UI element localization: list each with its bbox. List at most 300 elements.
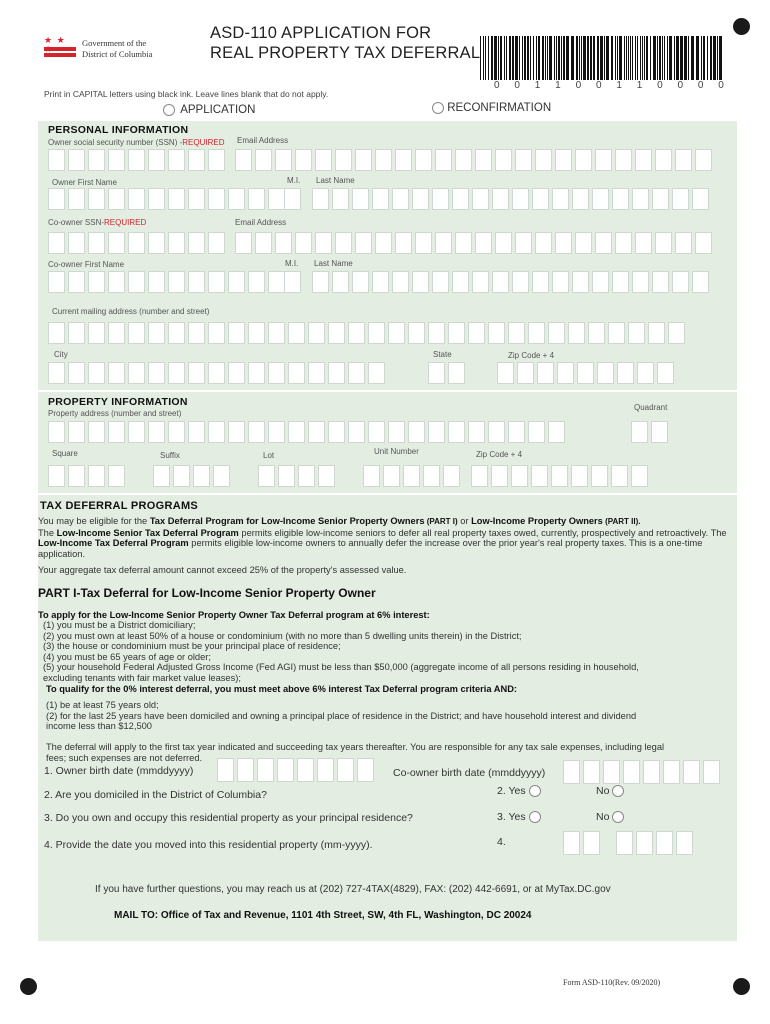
character-box[interactable] [308,322,325,344]
character-box[interactable] [275,149,292,171]
character-box[interactable] [168,421,185,443]
character-box[interactable] [592,188,609,210]
character-box[interactable] [517,362,534,384]
character-box[interactable] [68,421,85,443]
character-box[interactable] [248,362,265,384]
character-box[interactable] [535,232,552,254]
character-box[interactable] [392,188,409,210]
character-box[interactable] [128,188,145,210]
character-box[interactable] [255,232,272,254]
character-box[interactable] [208,421,225,443]
character-box[interactable] [208,271,225,293]
character-box[interactable] [332,271,349,293]
owner-first-name-field[interactable] [48,188,285,210]
character-box[interactable] [315,149,332,171]
character-box[interactable] [168,362,185,384]
character-box[interactable] [632,271,649,293]
character-box[interactable] [315,232,332,254]
character-box[interactable] [48,465,65,487]
character-box[interactable] [432,188,449,210]
character-box[interactable] [148,421,165,443]
character-box[interactable] [295,232,312,254]
character-box[interactable] [488,421,505,443]
character-box[interactable] [535,149,552,171]
character-box[interactable] [308,362,325,384]
character-box[interactable] [548,421,565,443]
character-box[interactable] [312,271,329,293]
character-box[interactable] [432,271,449,293]
character-box[interactable] [128,362,145,384]
character-box[interactable] [148,188,165,210]
character-box[interactable] [188,322,205,344]
character-box[interactable] [268,322,285,344]
character-box[interactable] [268,362,285,384]
character-box[interactable] [692,271,709,293]
character-box[interactable] [408,322,425,344]
character-box[interactable] [428,421,445,443]
q2-no-radio[interactable] [612,785,624,797]
character-box[interactable] [415,232,432,254]
character-box[interactable] [108,421,125,443]
character-box[interactable] [695,232,712,254]
character-box[interactable] [515,232,532,254]
character-box[interactable] [575,232,592,254]
character-box[interactable] [652,188,669,210]
character-box[interactable] [288,421,305,443]
character-box[interactable] [555,149,572,171]
character-box[interactable] [652,271,669,293]
character-box[interactable] [48,149,65,171]
character-box[interactable] [88,271,105,293]
character-box[interactable] [492,271,509,293]
character-box[interactable] [335,149,352,171]
reconfirmation-option[interactable]: RECONFIRMATION [432,102,551,114]
q3-yes-option[interactable]: 3. Yes [497,811,541,823]
q2-yes-option[interactable]: 2. Yes [497,785,541,797]
character-box[interactable] [188,271,205,293]
character-box[interactable] [635,232,652,254]
character-box[interactable] [388,421,405,443]
character-box[interactable] [583,760,600,784]
character-box[interactable] [508,322,525,344]
character-box[interactable] [348,362,365,384]
character-box[interactable] [108,149,125,171]
character-box[interactable] [128,421,145,443]
character-box[interactable] [551,465,568,487]
character-box[interactable] [88,322,105,344]
character-box[interactable] [435,232,452,254]
character-box[interactable] [168,232,185,254]
character-box[interactable] [235,232,252,254]
character-box[interactable] [471,465,488,487]
character-box[interactable] [295,149,312,171]
character-box[interactable] [572,271,589,293]
character-box[interactable] [588,322,605,344]
character-box[interactable] [368,322,385,344]
character-box[interactable] [68,149,85,171]
unit-number-field[interactable] [363,465,460,487]
character-box[interactable] [455,232,472,254]
character-box[interactable] [676,831,693,855]
character-box[interactable] [128,271,145,293]
character-box[interactable] [497,362,514,384]
character-box[interactable] [337,758,354,782]
character-box[interactable] [657,362,674,384]
character-box[interactable] [168,188,185,210]
character-box[interactable] [193,465,210,487]
character-box[interactable] [173,465,190,487]
character-box[interactable] [428,322,445,344]
property-zip-field[interactable] [471,465,648,487]
character-box[interactable] [48,188,65,210]
character-box[interactable] [375,232,392,254]
character-box[interactable] [68,362,85,384]
character-box[interactable] [663,760,680,784]
character-box[interactable] [571,465,588,487]
character-box[interactable] [392,271,409,293]
mailing-address-field[interactable] [48,322,685,344]
character-box[interactable] [108,362,125,384]
character-box[interactable] [208,188,225,210]
character-box[interactable] [268,271,285,293]
character-box[interactable] [248,188,265,210]
character-box[interactable] [48,271,65,293]
q3-no-option[interactable]: No [596,811,624,823]
character-box[interactable] [568,322,585,344]
character-box[interactable] [475,149,492,171]
character-box[interactable] [575,149,592,171]
character-box[interactable] [637,362,654,384]
character-box[interactable] [631,421,648,443]
character-box[interactable] [308,421,325,443]
character-box[interactable] [68,232,85,254]
character-box[interactable] [595,149,612,171]
character-box[interactable] [675,232,692,254]
lot-field[interactable] [258,465,335,487]
character-box[interactable] [656,831,673,855]
character-box[interactable] [88,421,105,443]
character-box[interactable] [208,149,225,171]
character-box[interactable] [412,188,429,210]
character-box[interactable] [472,271,489,293]
suffix-field[interactable] [153,465,230,487]
character-box[interactable] [372,271,389,293]
coowner-first-name-field[interactable] [48,271,285,293]
character-box[interactable] [68,322,85,344]
character-box[interactable] [228,362,245,384]
character-box[interactable] [88,188,105,210]
character-box[interactable] [108,322,125,344]
character-box[interactable] [108,188,125,210]
character-box[interactable] [297,758,314,782]
character-box[interactable] [683,760,700,784]
character-box[interactable] [415,149,432,171]
character-box[interactable] [395,149,412,171]
character-box[interactable] [403,465,420,487]
character-box[interactable] [128,232,145,254]
character-box[interactable] [495,149,512,171]
character-box[interactable] [491,465,508,487]
character-box[interactable] [675,149,692,171]
character-box[interactable] [277,758,294,782]
character-box[interactable] [655,232,672,254]
q3-yes-radio[interactable] [529,811,541,823]
character-box[interactable] [332,188,349,210]
character-box[interactable] [368,421,385,443]
property-address-field[interactable] [48,421,565,443]
character-box[interactable] [616,831,633,855]
character-box[interactable] [88,362,105,384]
character-box[interactable] [148,149,165,171]
character-box[interactable] [148,271,165,293]
character-box[interactable] [492,188,509,210]
character-box[interactable] [368,362,385,384]
owner-ssn-field[interactable] [48,149,225,171]
coowner-last-name-field[interactable] [312,271,709,293]
character-box[interactable] [257,758,274,782]
character-box[interactable] [375,149,392,171]
coowner-ssn-field[interactable] [48,232,225,254]
character-box[interactable] [255,149,272,171]
character-box[interactable] [537,362,554,384]
character-box[interactable] [268,188,285,210]
character-box[interactable] [68,271,85,293]
character-box[interactable] [108,465,125,487]
character-box[interactable] [328,322,345,344]
character-box[interactable] [312,188,329,210]
character-box[interactable] [348,421,365,443]
character-box[interactable] [608,322,625,344]
move-in-year-field[interactable] [616,831,693,855]
character-box[interactable] [188,362,205,384]
character-box[interactable] [628,322,645,344]
character-box[interactable] [217,758,234,782]
character-box[interactable] [448,362,465,384]
state-field[interactable] [428,362,465,384]
character-box[interactable] [577,362,594,384]
q3-no-radio[interactable] [612,811,624,823]
character-box[interactable] [363,465,380,487]
character-box[interactable] [228,271,245,293]
character-box[interactable] [595,232,612,254]
character-box[interactable] [318,465,335,487]
character-box[interactable] [672,271,689,293]
character-box[interactable] [148,322,165,344]
character-box[interactable] [643,760,660,784]
character-box[interactable] [528,421,545,443]
city-field[interactable] [48,362,385,384]
owner-email-field[interactable] [235,149,712,171]
character-box[interactable] [213,465,230,487]
character-box[interactable] [548,322,565,344]
owner-mi-field[interactable] [284,188,301,210]
character-box[interactable] [672,188,689,210]
character-box[interactable] [615,232,632,254]
character-box[interactable] [508,421,525,443]
character-box[interactable] [583,831,600,855]
character-box[interactable] [475,232,492,254]
quadrant-field[interactable] [631,421,668,443]
character-box[interactable] [228,188,245,210]
character-box[interactable] [208,232,225,254]
character-box[interactable] [284,271,301,293]
character-box[interactable] [512,188,529,210]
character-box[interactable] [68,188,85,210]
character-box[interactable] [512,271,529,293]
character-box[interactable] [317,758,334,782]
coowner-email-field[interactable] [235,232,712,254]
character-box[interactable] [275,232,292,254]
character-box[interactable] [572,188,589,210]
character-box[interactable] [128,149,145,171]
character-box[interactable] [511,465,528,487]
character-box[interactable] [448,322,465,344]
character-box[interactable] [108,232,125,254]
zip-field[interactable] [497,362,674,384]
character-box[interactable] [258,465,275,487]
character-box[interactable] [617,362,634,384]
character-box[interactable] [268,421,285,443]
character-box[interactable] [168,271,185,293]
character-box[interactable] [655,149,672,171]
character-box[interactable] [148,232,165,254]
coowner-mi-field[interactable] [284,271,301,293]
character-box[interactable] [495,232,512,254]
character-box[interactable] [632,188,649,210]
character-box[interactable] [288,362,305,384]
character-box[interactable] [48,421,65,443]
character-box[interactable] [423,465,440,487]
character-box[interactable] [668,322,685,344]
square-field[interactable] [48,465,125,487]
character-box[interactable] [452,271,469,293]
character-box[interactable] [623,760,640,784]
coowner-birth-date-field[interactable] [563,760,720,784]
character-box[interactable] [228,322,245,344]
character-box[interactable] [208,362,225,384]
character-box[interactable] [611,465,628,487]
character-box[interactable] [188,232,205,254]
character-box[interactable] [372,188,389,210]
character-box[interactable] [528,322,545,344]
character-box[interactable] [488,322,505,344]
character-box[interactable] [153,465,170,487]
character-box[interactable] [412,271,429,293]
character-box[interactable] [428,362,445,384]
character-box[interactable] [278,465,295,487]
owner-last-name-field[interactable] [312,188,709,210]
character-box[interactable] [695,149,712,171]
character-box[interactable] [352,271,369,293]
character-box[interactable] [692,188,709,210]
character-box[interactable] [552,271,569,293]
character-box[interactable] [348,322,365,344]
character-box[interactable] [388,322,405,344]
character-box[interactable] [108,271,125,293]
character-box[interactable] [531,465,548,487]
character-box[interactable] [357,758,374,782]
character-box[interactable] [68,465,85,487]
character-box[interactable] [532,271,549,293]
character-box[interactable] [235,149,252,171]
character-box[interactable] [651,421,668,443]
owner-birth-date-field[interactable] [217,758,374,782]
character-box[interactable] [591,465,608,487]
character-box[interactable] [468,322,485,344]
character-box[interactable] [248,421,265,443]
character-box[interactable] [148,362,165,384]
character-box[interactable] [635,149,652,171]
character-box[interactable] [288,322,305,344]
character-box[interactable] [452,188,469,210]
character-box[interactable] [515,149,532,171]
character-box[interactable] [188,188,205,210]
application-radio[interactable] [163,104,175,116]
application-option[interactable]: APPLICATION [163,104,255,116]
character-box[interactable] [335,232,352,254]
character-box[interactable] [298,465,315,487]
character-box[interactable] [328,421,345,443]
character-box[interactable] [631,465,648,487]
character-box[interactable] [88,232,105,254]
character-box[interactable] [597,362,614,384]
q2-yes-radio[interactable] [529,785,541,797]
character-box[interactable] [455,149,472,171]
character-box[interactable] [188,149,205,171]
character-box[interactable] [435,149,452,171]
character-box[interactable] [88,149,105,171]
character-box[interactable] [563,831,580,855]
character-box[interactable] [472,188,489,210]
reconfirmation-radio[interactable] [432,102,444,114]
character-box[interactable] [532,188,549,210]
character-box[interactable] [208,322,225,344]
character-box[interactable] [168,149,185,171]
character-box[interactable] [383,465,400,487]
character-box[interactable] [48,232,65,254]
character-box[interactable] [448,421,465,443]
character-box[interactable] [612,188,629,210]
character-box[interactable] [237,758,254,782]
character-box[interactable] [648,322,665,344]
character-box[interactable] [168,322,185,344]
character-box[interactable] [355,149,372,171]
q2-no-option[interactable]: No [596,785,624,797]
character-box[interactable] [603,760,620,784]
character-box[interactable] [443,465,460,487]
character-box[interactable] [352,188,369,210]
character-box[interactable] [128,322,145,344]
character-box[interactable] [188,421,205,443]
character-box[interactable] [328,362,345,384]
character-box[interactable] [557,362,574,384]
character-box[interactable] [612,271,629,293]
character-box[interactable] [703,760,720,784]
character-box[interactable] [48,362,65,384]
character-box[interactable] [636,831,653,855]
character-box[interactable] [248,322,265,344]
character-box[interactable] [228,421,245,443]
move-in-month-field[interactable] [563,831,600,855]
character-box[interactable] [468,421,485,443]
character-box[interactable] [408,421,425,443]
character-box[interactable] [395,232,412,254]
character-box[interactable] [552,188,569,210]
character-box[interactable] [284,188,301,210]
character-box[interactable] [615,149,632,171]
character-box[interactable] [563,760,580,784]
character-box[interactable] [555,232,572,254]
